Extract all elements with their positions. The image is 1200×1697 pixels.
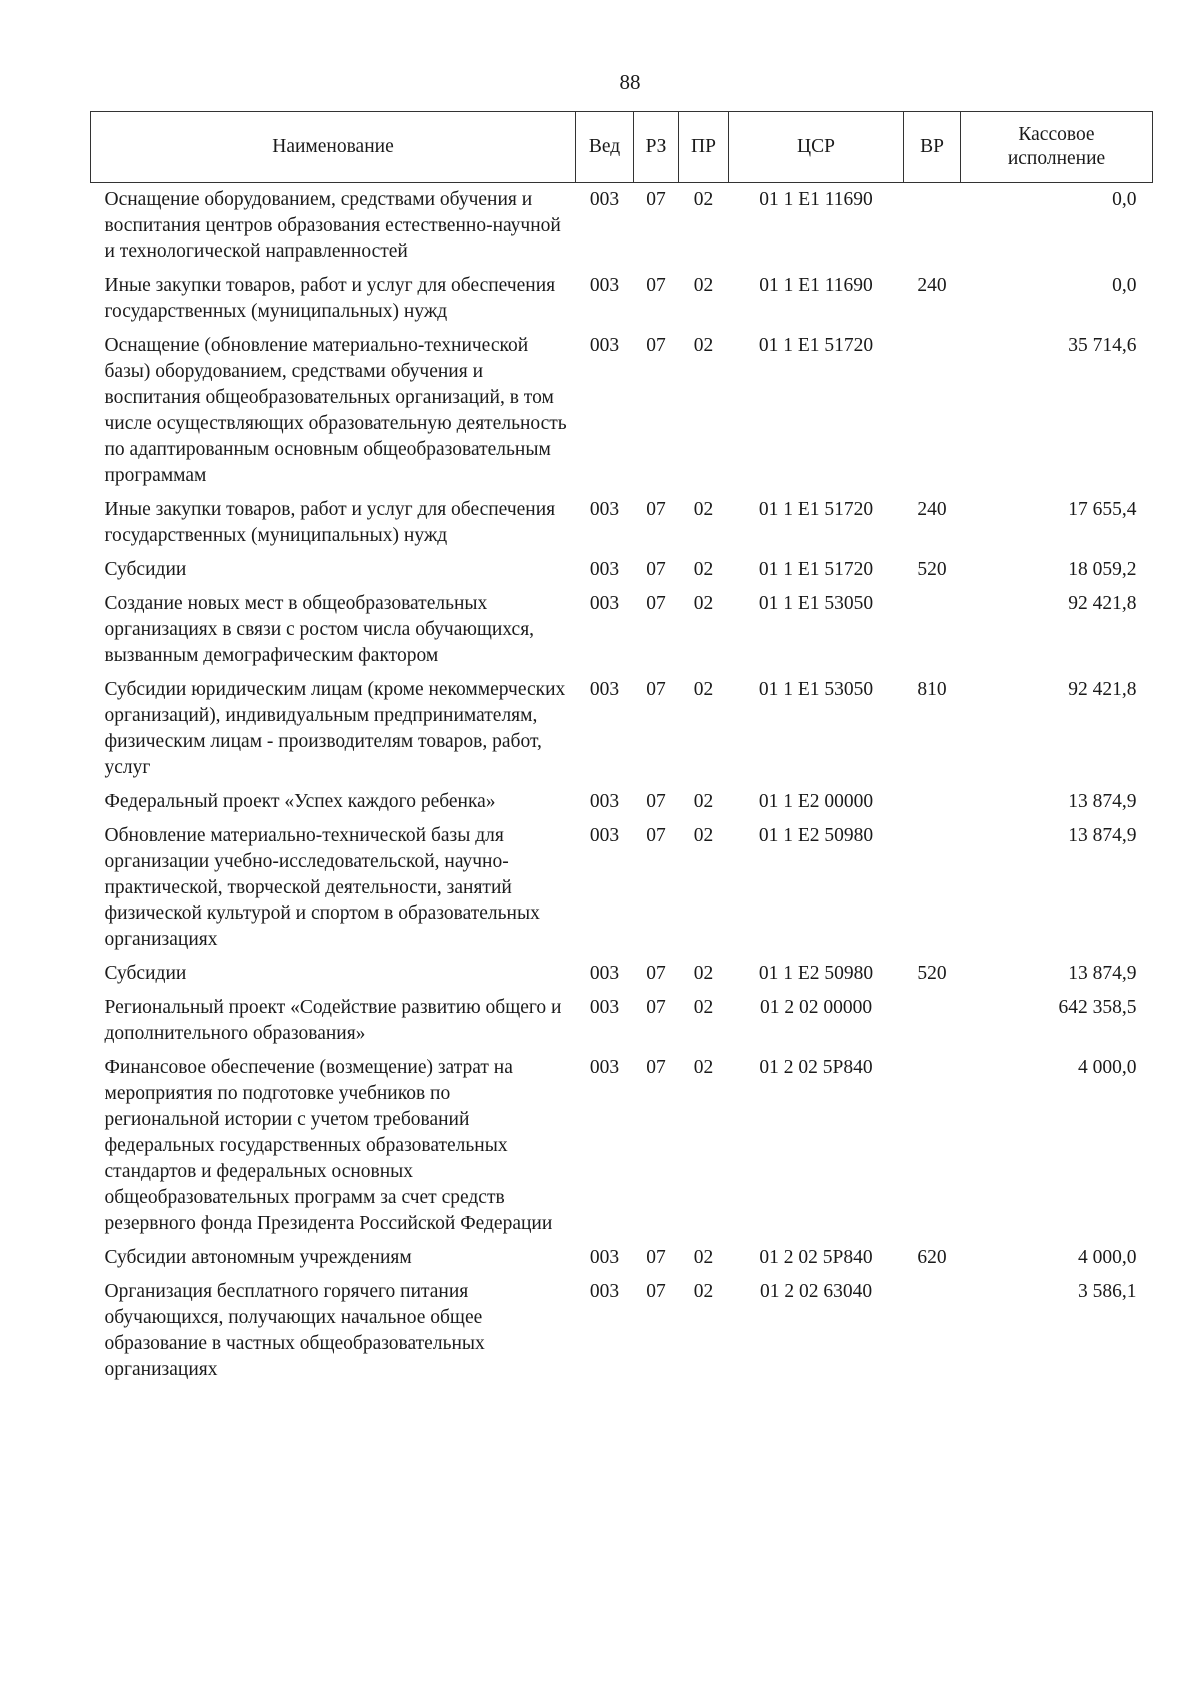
row-ved: 003 [589,593,620,614]
row-csr: 01 2 02 5P840 [759,1057,873,1078]
table-row [91,991,1153,1051]
row-amount: 0,0 [1112,189,1137,210]
row-pr: 02 [693,593,714,614]
table-row [91,819,1153,957]
table-row [91,587,1153,673]
table-row [91,269,1153,329]
row-vr [904,183,961,270]
row-pr: 02 [693,499,714,520]
row-amount: 13 874,9 [1068,963,1137,984]
row-pr: 02 [693,997,714,1018]
row-name: Субсидии автономным учреждениям [104,1247,412,1268]
row-ved: 003 [589,997,620,1018]
row-ved: 003 [589,499,620,520]
row-rz: 07 [646,335,666,356]
row-csr: 01 1 E1 53050 [758,679,874,700]
row-csr: 01 1 E1 11690 [759,189,873,210]
header-ved: Вед [576,112,634,183]
header-pr: ПР [679,112,729,183]
row-pr: 02 [693,335,714,356]
row-amount: 642 358,5 [1058,997,1137,1018]
row-pr: 02 [693,559,714,580]
row-vr [904,785,961,819]
row-ved: 003 [589,189,620,210]
row-rz: 07 [646,825,666,846]
row-vr [904,819,961,957]
row-rz: 07 [646,1057,666,1078]
row-csr: 01 2 02 5P840 [759,1247,873,1268]
row-vr: 620 [917,1247,947,1268]
row-rz: 07 [646,1281,666,1302]
header-csr: ЦСР [729,112,904,183]
row-csr: 01 1 E1 51720 [758,335,874,356]
row-ved: 003 [589,791,620,812]
row-vr [904,329,961,493]
table-row [91,1275,1153,1387]
row-name: Оснащение оборудованием, средствами обучения и воспитания центров образования естественно-научной и технологической направленностей [104,189,561,262]
table-row [91,1051,1153,1241]
row-rz: 07 [646,963,666,984]
row-vr [904,587,961,673]
row-pr: 02 [693,825,714,846]
row-ved: 003 [589,1247,620,1268]
row-csr: 01 2 02 00000 [759,997,873,1018]
row-csr: 01 2 02 63040 [759,1281,873,1302]
table-row [91,553,1153,587]
row-amount: 3 586,1 [1078,1281,1137,1302]
row-amount: 92 421,8 [1068,593,1137,614]
header-amount-line1: Кассовое [1018,124,1095,145]
row-rz: 07 [646,997,666,1018]
row-amount: 13 874,9 [1068,791,1137,812]
row-csr: 01 1 E2 50980 [758,963,874,984]
table-row [91,1241,1153,1275]
row-name: Оснащение (обновление материально-технической базы) оборудованием, средствами обучения и воспитания общеобразовательных организаций, в том числе осуществляющих образовательную деятельность по адаптированным основным общеобразовательным программам [104,335,567,486]
row-ved: 003 [589,825,620,846]
header-vr: ВР [904,112,961,183]
row-pr: 02 [693,1057,714,1078]
row-rz: 07 [646,593,666,614]
table-row [91,673,1153,785]
row-rz: 07 [646,679,666,700]
table-header [91,112,1153,183]
row-csr: 01 1 E1 51720 [758,559,874,580]
table-body [91,183,1153,1388]
row-name: Создание новых мест в общеобразовательных организациях в связи с ростом числа обучающихся, вызванным демографическим фактором [104,593,535,666]
row-vr [904,1275,961,1387]
row-csr: 01 1 E2 00000 [758,791,874,812]
row-name: Региональный проект «Содействие развитию общего и дополнительного образования» [104,997,562,1044]
row-rz: 07 [646,791,666,812]
row-name: Организация бесплатного горячего питания обучающихся, получающих начальное общее образование в частных общеобразовательных организациях [104,1281,485,1380]
header-name: Наименование [91,112,576,183]
row-vr: 520 [917,559,947,580]
row-name: Финансовое обеспечение (возмещение) затрат на мероприятия по подготовке учебников по региональной истории с учетом требований федеральных государственных образовательных стандартов и федеральных основных общеобразовательных программ за счет средств резервного фонда Президента Российской Федерации [104,1057,553,1234]
row-pr: 02 [693,1247,714,1268]
row-ved: 003 [589,275,620,296]
row-amount: 4 000,0 [1078,1247,1137,1268]
page-number: 88 [619,70,641,94]
row-amount: 0,0 [1112,275,1137,296]
row-ved: 003 [589,963,620,984]
table-row [91,957,1153,991]
row-amount: 4 000,0 [1078,1057,1137,1078]
table-row [91,785,1153,819]
row-vr: 520 [917,963,947,984]
row-pr: 02 [693,1281,714,1302]
table-row [91,493,1153,553]
row-rz: 07 [646,499,666,520]
row-csr: 01 1 E2 50980 [758,825,874,846]
table-row [91,183,1153,270]
row-pr: 02 [693,189,714,210]
row-csr: 01 1 E1 53050 [758,593,874,614]
row-ved: 003 [589,679,620,700]
row-name: Субсидии [104,963,187,984]
row-ved: 003 [589,1281,620,1302]
row-pr: 02 [693,679,714,700]
row-ved: 003 [589,1057,620,1078]
row-amount: 92 421,8 [1068,679,1137,700]
row-vr: 240 [917,499,947,520]
row-ved: 003 [589,335,620,356]
header-amount-line2: исполнение [1007,148,1106,169]
row-vr: 240 [917,275,947,296]
row-name: Федеральный проект «Успех каждого ребенка» [104,791,496,812]
row-amount: 13 874,9 [1068,825,1137,846]
row-rz: 07 [646,275,666,296]
row-rz: 07 [646,559,666,580]
row-pr: 02 [693,791,714,812]
row-amount: 35 714,6 [1068,335,1137,356]
row-name: Субсидии юридическим лицам (кроме некоммерческих организаций), индивидуальным предпринимателям, физическим лицам - производителям товаров, работ, услуг [104,679,566,778]
row-pr: 02 [693,275,714,296]
header-amount [961,112,1153,183]
budget-table [90,111,1153,1387]
row-ved: 003 [589,559,620,580]
row-csr: 01 1 E1 51720 [758,499,874,520]
row-name: Иные закупки товаров, работ и услуг для обеспечения государственных (муниципальных) нужд [104,499,556,546]
row-name: Обновление материально-технической базы для организации учебно-исследовательской, научно-практической, творческой деятельности, занятий физической культурой и спортом в образовательных организациях [104,825,540,950]
table-row [91,329,1153,493]
row-amount: 18 059,2 [1068,559,1137,580]
row-amount: 17 655,4 [1068,499,1137,520]
row-csr: 01 1 E1 11690 [759,275,873,296]
row-name: Иные закупки товаров, работ и услуг для обеспечения государственных (муниципальных) нужд [104,275,556,322]
row-pr: 02 [693,963,714,984]
row-vr: 810 [917,679,947,700]
row-rz: 07 [646,189,666,210]
header-rz: РЗ [634,112,679,183]
row-vr [904,1051,961,1241]
row-name: Субсидии [104,559,187,580]
row-vr [904,991,961,1051]
row-rz: 07 [646,1247,666,1268]
